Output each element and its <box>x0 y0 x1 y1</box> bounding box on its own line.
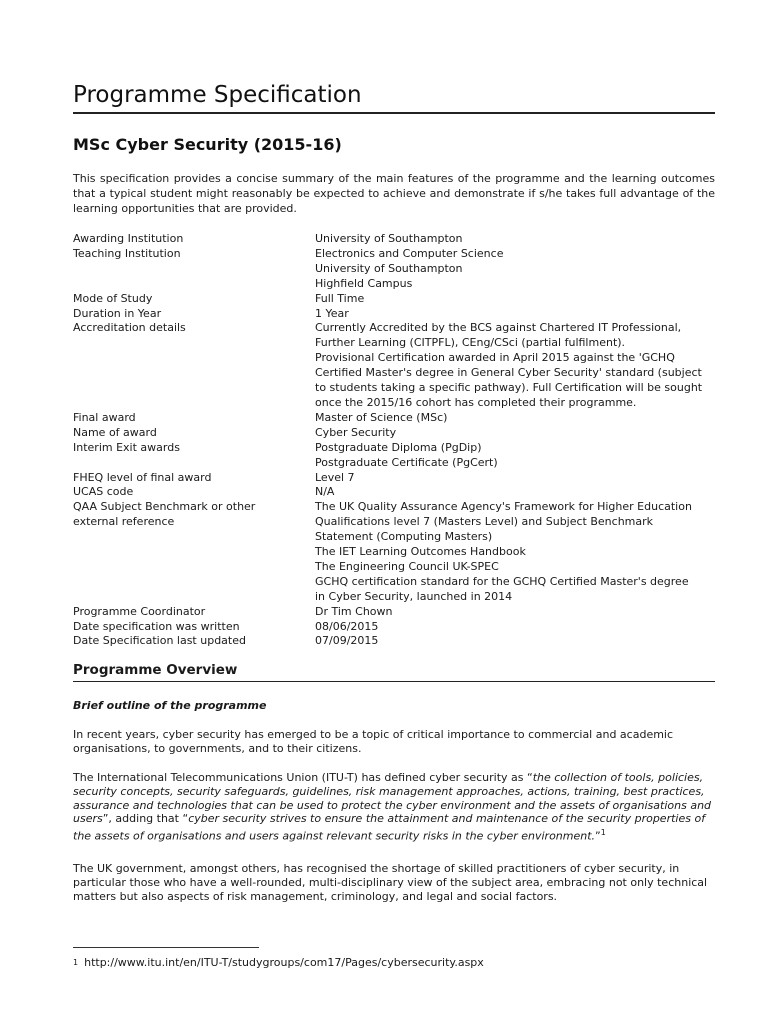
spec-label <box>73 441 315 471</box>
spec-value <box>315 471 715 486</box>
spec-value-line: Provisional Certification awarded in April 2015 against the 'GCHQ <box>315 351 675 365</box>
spec-value-line: Postgraduate Certificate (PgCert) <box>315 455 498 469</box>
footnote-number: 1 <box>73 958 79 967</box>
spec-value-line: 1 Year <box>315 306 349 320</box>
spec-value <box>315 620 715 635</box>
spec-value-line: Master of Science (MSc) <box>315 410 448 424</box>
spec-label <box>73 292 315 307</box>
spec-label-line: Mode of Study <box>73 291 153 305</box>
spec-label <box>73 426 315 441</box>
spec-value-line: The UK Quality Assurance Agency's Framework for Higher Education <box>315 500 692 514</box>
spec-label-line: Awarding Institution <box>73 232 184 245</box>
overview-paragraph-2 <box>73 771 715 844</box>
spec-value-line: Dr Tim Chown <box>315 604 393 618</box>
spec-row <box>73 292 715 307</box>
spec-label-line: Date specification was written <box>73 619 240 633</box>
spec-value-line: Postgraduate Diploma (PgDip) <box>315 440 482 454</box>
spec-row <box>73 634 715 649</box>
spec-row <box>73 426 715 441</box>
spec-value-line: Full Time <box>315 291 365 305</box>
spec-row <box>73 441 715 471</box>
spec-label <box>73 620 315 635</box>
spec-value <box>315 307 715 322</box>
spec-value-line: The Engineering Council UK-SPEC <box>315 559 499 573</box>
spec-row <box>73 500 715 604</box>
spec-label <box>73 307 315 322</box>
spec-value <box>315 247 715 292</box>
spec-value-line: Currently Accredited by the BCS against Chartered IT Professional, <box>315 321 682 335</box>
spec-value <box>315 485 715 500</box>
spec-row <box>73 605 715 620</box>
spec-value-line: Qualifications level 7 (Masters Level) and Subject Benchmark <box>315 515 654 529</box>
itu-intro-text: The International Telecommunications Union (ITU-T) has defined cyber security as “ <box>73 771 533 784</box>
spec-value-line: University of Southampton <box>315 261 463 275</box>
spec-label <box>73 500 315 604</box>
spec-label-line: FHEQ level of final award <box>73 470 212 484</box>
spec-row <box>73 232 715 247</box>
spec-value-line: once the 2015/16 cohort has completed their programme. <box>315 395 637 409</box>
overview-paragraph-1: In recent years, cyber security has emerged to be a topic of critical importance to commercial and academic organisations, to governments, and to their citizens. <box>73 728 674 755</box>
spec-value <box>315 232 715 247</box>
brief-outline-heading: Brief outline of the programme <box>73 699 267 712</box>
footnote <box>73 955 484 970</box>
spec-label-line: Accreditation details <box>73 321 186 335</box>
spec-label <box>73 634 315 649</box>
spec-label-line: Interim Exit awards <box>73 440 180 454</box>
programme-overview-heading: Programme Overview <box>73 660 715 682</box>
spec-label-line: Final award <box>73 410 136 424</box>
intro-paragraph: This specification provides a concise summary of the main features of the programme and the learning outcomes that a typical student might reasonably be expected to achieve and demonstrate if s/he takes full advantage of the learning opportunities that are provided. <box>73 172 715 215</box>
spec-value-line: 08/06/2015 <box>315 619 379 633</box>
spec-label <box>73 411 315 426</box>
spec-value <box>315 292 715 307</box>
spec-label <box>73 471 315 486</box>
spec-row <box>73 485 715 500</box>
spec-value-line: N/A <box>315 485 335 499</box>
spec-value <box>315 441 715 471</box>
programme-title: MSc Cyber Security (2015-16) <box>73 135 342 154</box>
spec-label-line: Name of award <box>73 425 157 439</box>
spec-value-line: The IET Learning Outcomes Handbook <box>315 545 526 559</box>
spec-label-line: UCAS code <box>73 485 134 499</box>
spec-label-line: Teaching Institution <box>73 246 181 260</box>
itu-connector-text: ”, adding that “ <box>102 812 189 826</box>
spec-value <box>315 426 715 441</box>
specification-table <box>73 232 715 649</box>
spec-label <box>73 247 315 292</box>
footnote-reference[interactable]: 1 <box>600 828 606 838</box>
spec-value <box>315 634 715 649</box>
spec-label-line: Duration in Year <box>73 306 162 320</box>
spec-value-line: Highfield Campus <box>315 276 413 290</box>
itu-definition-quote: the collection of tools, policies, security concepts, security safeguards, guidelines, risk management approaches, actions, training, best practices, assurance and technologies that can be used to protect the cyber environment and the assets of organisations and users <box>73 771 712 826</box>
spec-value-line: Electronics and Computer Science <box>315 246 504 260</box>
footnote-url-link[interactable]: http://www.itu.int/en/ITU-T/studygroups/com17/Pages/cybersecurity.aspx <box>84 956 484 969</box>
spec-value <box>315 411 715 426</box>
footnote-divider <box>73 947 259 948</box>
spec-value-line: University of Southampton <box>315 232 463 245</box>
spec-row <box>73 411 715 426</box>
spec-row <box>73 307 715 322</box>
overview-paragraph-3: The UK government, amongst others, has recognised the shortage of skilled practitioners of cyber security, in particular those who have a well-rounded, multi-disciplinary view of the subject area, embracing not only technical matters but also aspects of risk management, criminology, and legal and social factors. <box>73 862 708 903</box>
spec-value-line: Certified Master's degree in General Cyber Security' standard (subject <box>315 366 702 380</box>
spec-value-line: Statement (Computing Masters) <box>315 530 493 544</box>
spec-label-line: Programme Coordinator <box>73 604 206 618</box>
spec-value <box>315 500 715 604</box>
spec-label-line: QAA Subject Benchmark or other <box>73 500 256 514</box>
spec-row <box>73 471 715 486</box>
spec-value <box>315 321 715 410</box>
spec-label-line: external reference <box>73 515 175 529</box>
spec-value-line: GCHQ certification standard for the GCHQ Certified Master's degree <box>315 574 689 588</box>
spec-label <box>73 485 315 500</box>
spec-label-line: Date Specification last updated <box>73 634 246 648</box>
spec-row <box>73 321 715 410</box>
spec-value-line: Level 7 <box>315 470 355 484</box>
spec-label <box>73 605 315 620</box>
spec-value-line: Cyber Security <box>315 425 397 439</box>
spec-label <box>73 321 315 410</box>
itu-second-quote: cyber security strives to ensure the attainment and maintenance of the security properties of the assets of organisations and users against relevant security risks in the cyber environment. <box>73 812 706 843</box>
spec-value-line: to students taking a specific pathway). Full Certification will be sought <box>315 381 703 395</box>
itu-closing-quote: ” <box>595 829 601 843</box>
spec-value-line: 07/09/2015 <box>315 634 379 648</box>
spec-row <box>73 620 715 635</box>
spec-label <box>73 232 315 247</box>
spec-row <box>73 247 715 292</box>
spec-value-line: in Cyber Security, launched in 2014 <box>315 589 513 603</box>
document-title: Programme Specification <box>73 80 715 114</box>
spec-value-line: Further Learning (CITPFL), CEng/CSci (partial fulfilment). <box>315 336 626 350</box>
spec-value <box>315 605 715 620</box>
